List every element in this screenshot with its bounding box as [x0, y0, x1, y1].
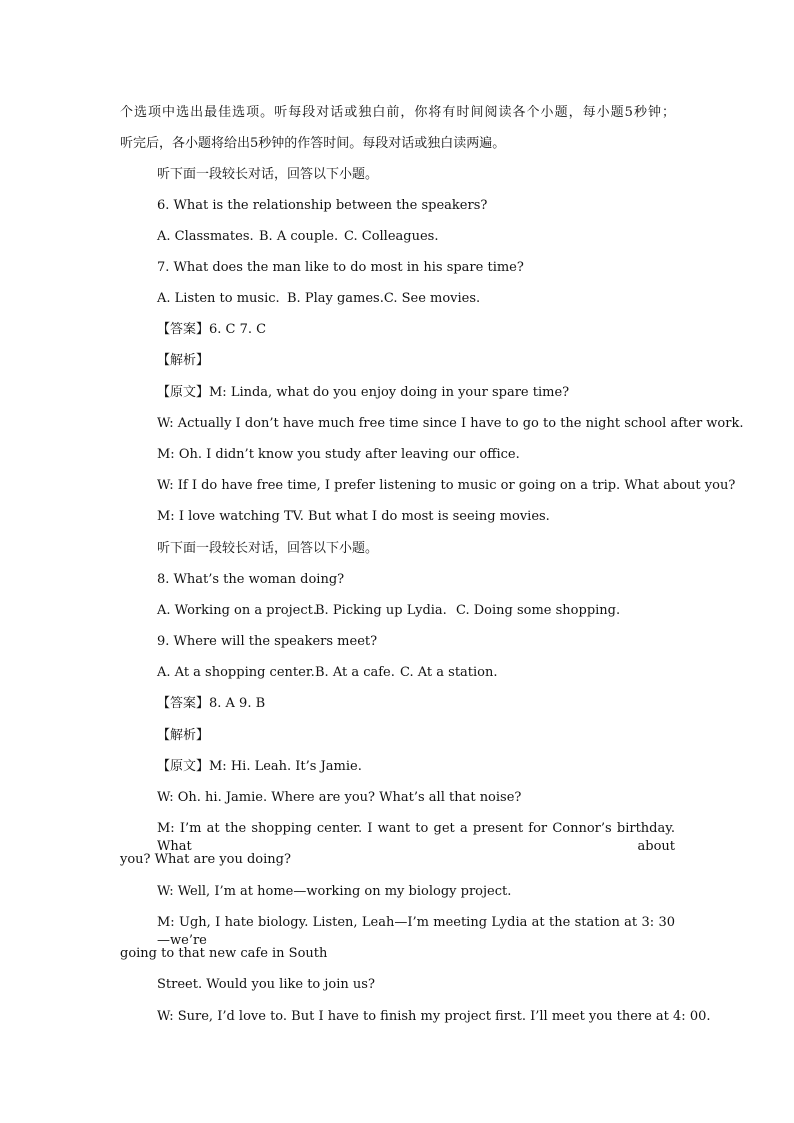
analysis-label: 【解析】 — [157, 728, 210, 743]
transcript-line: going to that new cafe in South — [120, 946, 328, 961]
option-6c: C. Colleagues. — [344, 229, 439, 244]
transcript-line: 【原文】M: Hi. Leah. It’s Jamie. — [157, 759, 362, 774]
transcript-line: M: Ugh, I hate biology. Listen, Leah—I’m meeting Lydia at the station at 3: 30—we’re — [157, 915, 675, 948]
question-8-options — [157, 602, 620, 620]
instruction-line-1: 个选项中选出最佳选项。听每段对话或独白前，你将有时间阅读各个小题，每小题5秒钟； — [120, 105, 675, 120]
section-heading: 听下面一段较长对话，回答以下小题。 — [157, 167, 379, 182]
transcript-line: W: Well, I’m at home—working on my biology project. — [157, 884, 512, 899]
option-8c: C. Doing some shopping. — [456, 603, 621, 618]
analysis-label: 【解析】 — [157, 353, 210, 368]
transcript-line: W: If I do have free time, I prefer listening to music or going on a trip. What about you? — [157, 478, 736, 493]
option-8b: B. Picking up Lydia. — [315, 603, 447, 618]
transcript-line: W: Oh. hi. Jamie. Where are you? What’s all that noise? — [157, 790, 522, 805]
option-8a: A. Working on a project. — [157, 603, 317, 618]
transcript-line: W: Actually I don’t have much free time since I have to go to the night school after work. — [157, 416, 744, 431]
answer-6-7: 【答案】6. C 7. C — [157, 322, 267, 337]
answer-8-9: 【答案】8. A 9. B — [157, 696, 266, 711]
transcript-line: M: I love watching TV. But what I do most is seeing movies. — [157, 509, 550, 524]
transcript-line: you? What are you doing? — [120, 852, 291, 867]
option-9b: B. At a cafe. — [315, 665, 395, 680]
option-6b: B. A couple. — [259, 229, 339, 244]
transcript-line: M: Oh. I didn’t know you study after leaving our office. — [157, 447, 520, 462]
question-6-options — [157, 228, 438, 246]
option-9c: C. At a station. — [400, 665, 498, 680]
question-9: 9. Where will the speakers meet? — [157, 634, 378, 649]
transcript-line: Street. Would you like to join us? — [157, 977, 375, 992]
option-7bc: B. Play games.C. See movies. — [287, 291, 481, 306]
section-heading: 听下面一段较长对话，回答以下小题。 — [157, 541, 379, 556]
question-9-options — [157, 664, 498, 682]
option-6a: A. Classmates. — [157, 229, 254, 244]
option-9a: A. At a shopping center. — [157, 665, 315, 680]
question-7: 7. What does the man like to do most in his spare time? — [157, 260, 524, 275]
question-7-options — [157, 290, 480, 308]
question-6: 6. What is the relationship between the speakers? — [157, 198, 488, 213]
option-7a: A. Listen to music. — [157, 291, 280, 306]
question-8: 8. What’s the woman doing? — [157, 572, 345, 587]
transcript-line: M: I’m at the shopping center. I want to get a present for Connor’s birthday. What about — [157, 821, 675, 854]
transcript-line: 【原文】M: Linda, what do you enjoy doing in your spare time? — [157, 385, 570, 400]
transcript-line: W: Sure, I’d love to. But I have to finish my project first. I’ll meet you there at 4: 00. — [157, 1009, 711, 1024]
instruction-line-2: 听完后，各小题将给出5秒钟的作答时间。每段对话或独白读两遍。 — [120, 136, 506, 151]
